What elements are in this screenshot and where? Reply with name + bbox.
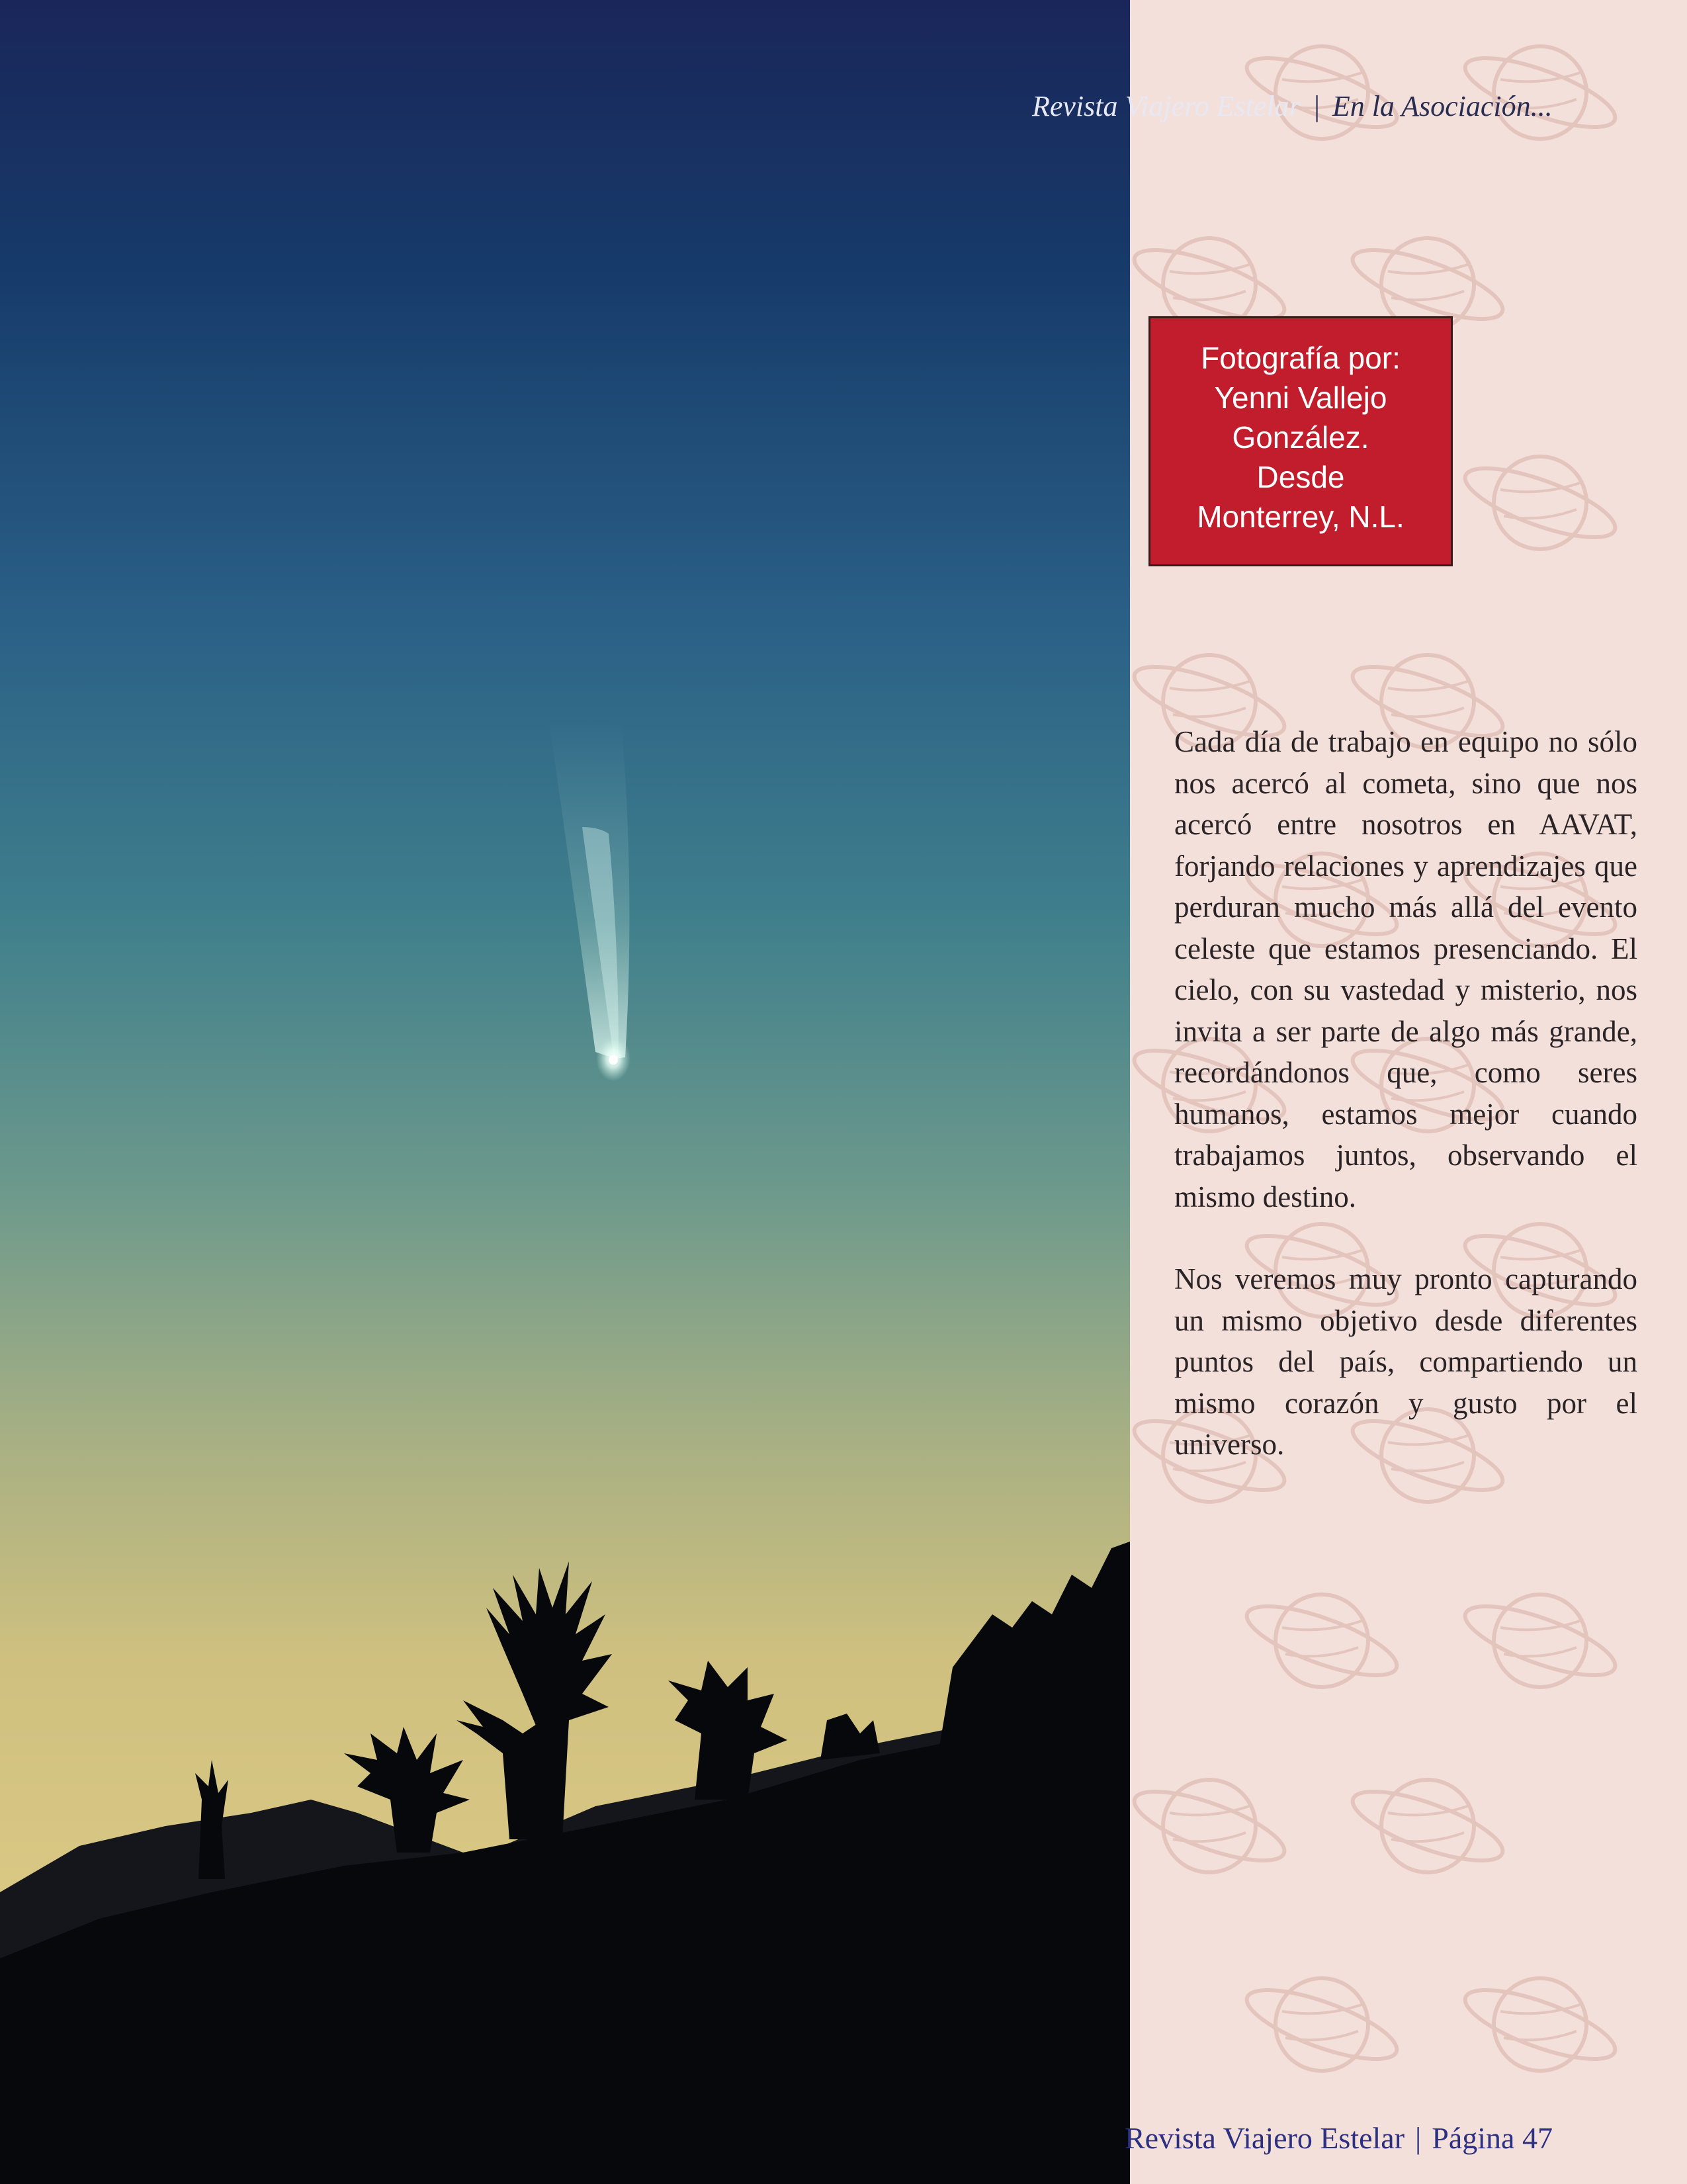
page-number: Página 47 — [1432, 2121, 1553, 2155]
article-paragraph: Nos veremos muy pronto capturando un mismo objetivo desde diferentes puntos del país, compartiendo un mismo corazón y gusto por el universo. — [1174, 1262, 1637, 1461]
footer-separator: | — [1415, 2121, 1422, 2155]
credit-line: González. — [1232, 420, 1369, 455]
photo-credit-box — [1148, 316, 1453, 566]
footer-magazine: Revista Viajero Estelar — [1125, 2121, 1405, 2155]
article-body — [1174, 721, 1637, 1507]
header-magazine: Revista Viajero Estelar — [1032, 90, 1301, 122]
running-header — [1032, 89, 1627, 123]
page-footer — [1125, 2120, 1654, 2156]
credit-line: Monterrey, N.L. — [1197, 500, 1405, 534]
article-paragraph: Cada día de trabajo en equipo no sólo nos acercó al cometa, sino que nos acercó entre nosotros en AAVAT, forjando relaciones y aprendizajes que perduran mucho más allá del evento celeste que estamos presenciando. El cielo, con su vastedad y misterio, nos invita a ser parte de algo más grande, recordándonos que, como seres humanos, estamos mejor cuando trabajamos juntos, observando el mismo destino. — [1174, 725, 1637, 1213]
header-separator: | — [1312, 90, 1320, 122]
header-section: En la Asociación... — [1332, 90, 1553, 122]
credit-line: Desde — [1256, 460, 1345, 494]
credit-line: Yenni Vallejo — [1214, 380, 1387, 415]
credit-line: Fotografía por: — [1201, 341, 1401, 375]
